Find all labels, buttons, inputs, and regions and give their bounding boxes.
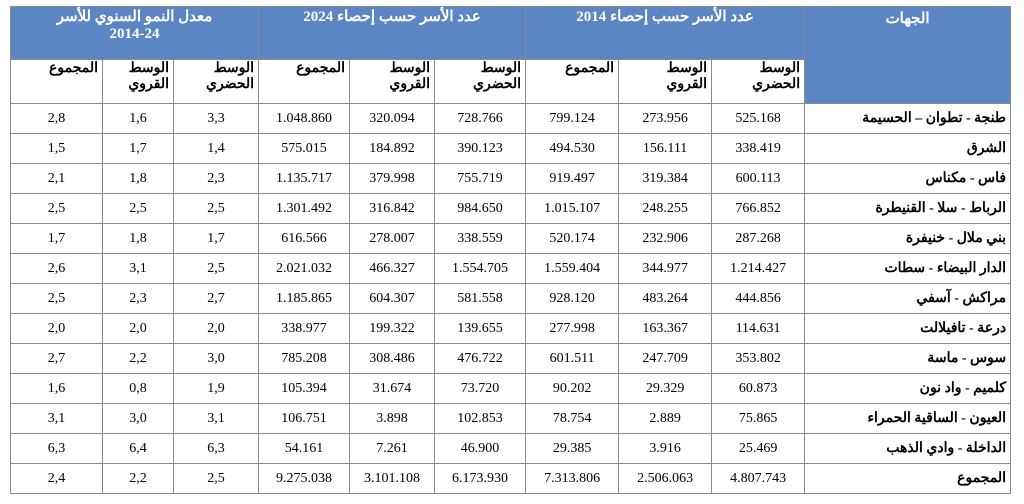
total-2014-cell: 90.202 (526, 374, 619, 404)
urban-2024-cell: 390.123 (435, 134, 526, 164)
rural-2014-cell: 247.709 (619, 344, 712, 374)
urban-2024-cell: 581.558 (435, 284, 526, 314)
table-row (11, 254, 1011, 284)
rural-growth-cell: 1,7 (103, 134, 174, 164)
total-growth-cell: 2,1 (11, 164, 103, 194)
rural-2014-cell: 29.329 (619, 374, 712, 404)
region-cell: المجموع (805, 464, 1011, 494)
rural-2014-cell: 3.916 (619, 434, 712, 464)
region-cell: طنجة - تطوان – الحسيمة (805, 104, 1011, 134)
census-2014-header (526, 7, 805, 60)
rural-2014-cell: 2.889 (619, 404, 712, 434)
urban-2014-cell: 75.865 (712, 404, 805, 434)
region-cell: الدار البيضاء - سطات (805, 254, 1011, 284)
urban-2024-cell: 102.853 (435, 404, 526, 434)
total-growth-cell: 2,7 (11, 344, 103, 374)
urban-growth-cell: 1,9 (174, 374, 259, 404)
total-growth-cell: 1,5 (11, 134, 103, 164)
rural-2014-cell: 273.956 (619, 104, 712, 134)
total-2024-cell: 338.977 (259, 314, 350, 344)
table-row (11, 404, 1011, 434)
rural-2014-cell: 232.906 (619, 224, 712, 254)
rural-2024-cell: 316.842 (350, 194, 435, 224)
subheader-rural-2024: الوسط القروي (350, 60, 435, 104)
urban-growth-cell: 2,0 (174, 314, 259, 344)
rural-growth-cell: 6,4 (103, 434, 174, 464)
growth-rate-label: معدل النمو السنوي للأسر (56, 9, 213, 25)
total-2014-cell: 928.120 (526, 284, 619, 314)
urban-2024-cell: 338.559 (435, 224, 526, 254)
urban-2024-cell: 476.722 (435, 344, 526, 374)
total-growth-cell: 3,1 (11, 404, 103, 434)
rural-2024-cell: 184.892 (350, 134, 435, 164)
rural-2024-cell: 308.486 (350, 344, 435, 374)
total-2014-cell: 277.998 (526, 314, 619, 344)
rural-growth-cell: 1,8 (103, 164, 174, 194)
urban-growth-cell: 1,7 (174, 224, 259, 254)
urban-growth-cell: 2,5 (174, 254, 259, 284)
total-2014-cell: 7.313.806 (526, 464, 619, 494)
urban-2014-cell: 25.469 (712, 434, 805, 464)
subheader-rural-2014: الوسط القروي (619, 60, 712, 104)
urban-2024-cell: 1.554.705 (435, 254, 526, 284)
rural-growth-cell: 2,3 (103, 284, 174, 314)
rural-growth-cell: 1,6 (103, 104, 174, 134)
urban-growth-cell: 2,5 (174, 194, 259, 224)
households-table (10, 6, 1011, 494)
total-growth-cell: 2,0 (11, 314, 103, 344)
rural-2024-cell: 7.261 (350, 434, 435, 464)
total-2024-cell: 1.301.492 (259, 194, 350, 224)
total-2014-cell: 494.530 (526, 134, 619, 164)
region-cell: درعة - تافيلالت (805, 314, 1011, 344)
total-2024-cell: 1.048.860 (259, 104, 350, 134)
rural-2024-cell: 320.094 (350, 104, 435, 134)
urban-2024-cell: 728.766 (435, 104, 526, 134)
table-body (11, 104, 1011, 494)
subheader-urban-2014: الوسط الحضري (712, 60, 805, 104)
total-growth-cell: 2,5 (11, 284, 103, 314)
region-cell: مراكش - آسفي (805, 284, 1011, 314)
subheader-rural-growth: الوسط القروي (103, 60, 174, 104)
total-growth-cell: 1,7 (11, 224, 103, 254)
urban-growth-cell: 2,5 (174, 464, 259, 494)
region-cell: سوس - ماسة (805, 344, 1011, 374)
total-growth-cell: 2,4 (11, 464, 103, 494)
total-2014-cell: 78.754 (526, 404, 619, 434)
total-2024-cell: 1.185.865 (259, 284, 350, 314)
table-row (11, 314, 1011, 344)
total-2014-cell: 919.497 (526, 164, 619, 194)
total-2014-cell: 29.385 (526, 434, 619, 464)
total-2024-cell: 575.015 (259, 134, 350, 164)
subheader-total-2014: المجموع (526, 60, 619, 104)
region-cell: الشرق (805, 134, 1011, 164)
region-cell: كلميم - واد نون (805, 374, 1011, 404)
subheader-urban-growth: الوسط الحضري (174, 60, 259, 104)
rural-2024-cell: 379.998 (350, 164, 435, 194)
urban-growth-cell: 3,1 (174, 404, 259, 434)
rural-growth-cell: 2,2 (103, 464, 174, 494)
total-2014-cell: 1.559.404 (526, 254, 619, 284)
table-row (11, 284, 1011, 314)
urban-growth-cell: 2,7 (174, 284, 259, 314)
rural-growth-cell: 0,8 (103, 374, 174, 404)
urban-2014-cell: 4.807.743 (712, 464, 805, 494)
total-2024-cell: 1.135.717 (259, 164, 350, 194)
header-row-groups (11, 7, 1011, 60)
rural-2014-cell: 2.506.063 (619, 464, 712, 494)
rural-2014-cell: 319.384 (619, 164, 712, 194)
rural-2024-cell: 3.898 (350, 404, 435, 434)
total-2024-cell: 616.566 (259, 224, 350, 254)
total-2024-cell: 785.208 (259, 344, 350, 374)
total-2014-cell: 799.124 (526, 104, 619, 134)
rural-2024-cell: 604.307 (350, 284, 435, 314)
table-row (11, 434, 1011, 464)
rural-growth-cell: 1,8 (103, 224, 174, 254)
rural-2014-cell: 344.977 (619, 254, 712, 284)
urban-2014-cell: 114.631 (712, 314, 805, 344)
total-growth-cell: 6,3 (11, 434, 103, 464)
table-row (11, 134, 1011, 164)
urban-2014-cell: 525.168 (712, 104, 805, 134)
total-growth-cell: 2,6 (11, 254, 103, 284)
table-row (11, 164, 1011, 194)
region-cell: الداخلة - وادي الذهب (805, 434, 1011, 464)
urban-2014-cell: 287.268 (712, 224, 805, 254)
region-cell: بني ملال - خنيفرة (805, 224, 1011, 254)
rural-growth-cell: 2,0 (103, 314, 174, 344)
rural-2024-cell: 31.674 (350, 374, 435, 404)
urban-2024-cell: 755.719 (435, 164, 526, 194)
table-row (11, 104, 1011, 134)
growth-rate-header (11, 7, 259, 60)
total-2024-cell: 105.394 (259, 374, 350, 404)
urban-growth-cell: 6,3 (174, 434, 259, 464)
growth-rate-period: 2014-24 (109, 26, 160, 42)
total-2024-cell: 9.275.038 (259, 464, 350, 494)
region-cell: الرباط - سلا - القنيطرة (805, 194, 1011, 224)
total-2014-cell: 1.015.107 (526, 194, 619, 224)
total-growth-cell: 2,8 (11, 104, 103, 134)
total-2024-cell: 2.021.032 (259, 254, 350, 284)
total-growth-cell: 1,6 (11, 374, 103, 404)
total-2014-cell: 520.174 (526, 224, 619, 254)
households-table-container (10, 6, 1010, 494)
urban-growth-cell: 1,4 (174, 134, 259, 164)
table-row (11, 224, 1011, 254)
region-cell: العيون - الساقية الحمراء (805, 404, 1011, 434)
subheader-total-2024: المجموع (259, 60, 350, 104)
rural-2024-cell: 278.007 (350, 224, 435, 254)
urban-2024-cell: 6.173.930 (435, 464, 526, 494)
census-2024-label: عدد الأسر حسب إحصاء 2024 (303, 9, 481, 25)
region-column-header (805, 7, 1011, 104)
census-2014-label: عدد الأسر حسب إحصاء 2014 (576, 9, 754, 25)
rural-2024-cell: 199.322 (350, 314, 435, 344)
urban-2014-cell: 60.873 (712, 374, 805, 404)
table-row (11, 374, 1011, 404)
urban-growth-cell: 2,3 (174, 164, 259, 194)
urban-growth-cell: 3,3 (174, 104, 259, 134)
urban-2024-cell: 73.720 (435, 374, 526, 404)
urban-2014-cell: 353.802 (712, 344, 805, 374)
rural-growth-cell: 3,1 (103, 254, 174, 284)
urban-2024-cell: 984.650 (435, 194, 526, 224)
urban-2014-cell: 1.214.427 (712, 254, 805, 284)
rural-2024-cell: 3.101.108 (350, 464, 435, 494)
urban-2014-cell: 600.113 (712, 164, 805, 194)
rural-2014-cell: 248.255 (619, 194, 712, 224)
total-2014-cell: 601.511 (526, 344, 619, 374)
urban-2014-cell: 766.852 (712, 194, 805, 224)
urban-2024-cell: 46.900 (435, 434, 526, 464)
rural-2014-cell: 483.264 (619, 284, 712, 314)
region-header-label: الجهات (885, 11, 930, 27)
total-2024-cell: 106.751 (259, 404, 350, 434)
rural-2014-cell: 156.111 (619, 134, 712, 164)
rural-growth-cell: 2,5 (103, 194, 174, 224)
region-cell: فاس - مكناس (805, 164, 1011, 194)
urban-2014-cell: 444.856 (712, 284, 805, 314)
table-row (11, 344, 1011, 374)
urban-2014-cell: 338.419 (712, 134, 805, 164)
rural-2014-cell: 163.367 (619, 314, 712, 344)
rural-2024-cell: 466.327 (350, 254, 435, 284)
rural-growth-cell: 3,0 (103, 404, 174, 434)
urban-2024-cell: 139.655 (435, 314, 526, 344)
total-growth-cell: 2,5 (11, 194, 103, 224)
census-2024-header (259, 7, 526, 60)
table-row-total (11, 464, 1011, 494)
subheader-urban-2024: الوسط الحضري (435, 60, 526, 104)
rural-growth-cell: 2,2 (103, 344, 174, 374)
urban-growth-cell: 3,0 (174, 344, 259, 374)
total-2024-cell: 54.161 (259, 434, 350, 464)
subheader-total-growth: المجموع (11, 60, 103, 104)
table-row (11, 194, 1011, 224)
